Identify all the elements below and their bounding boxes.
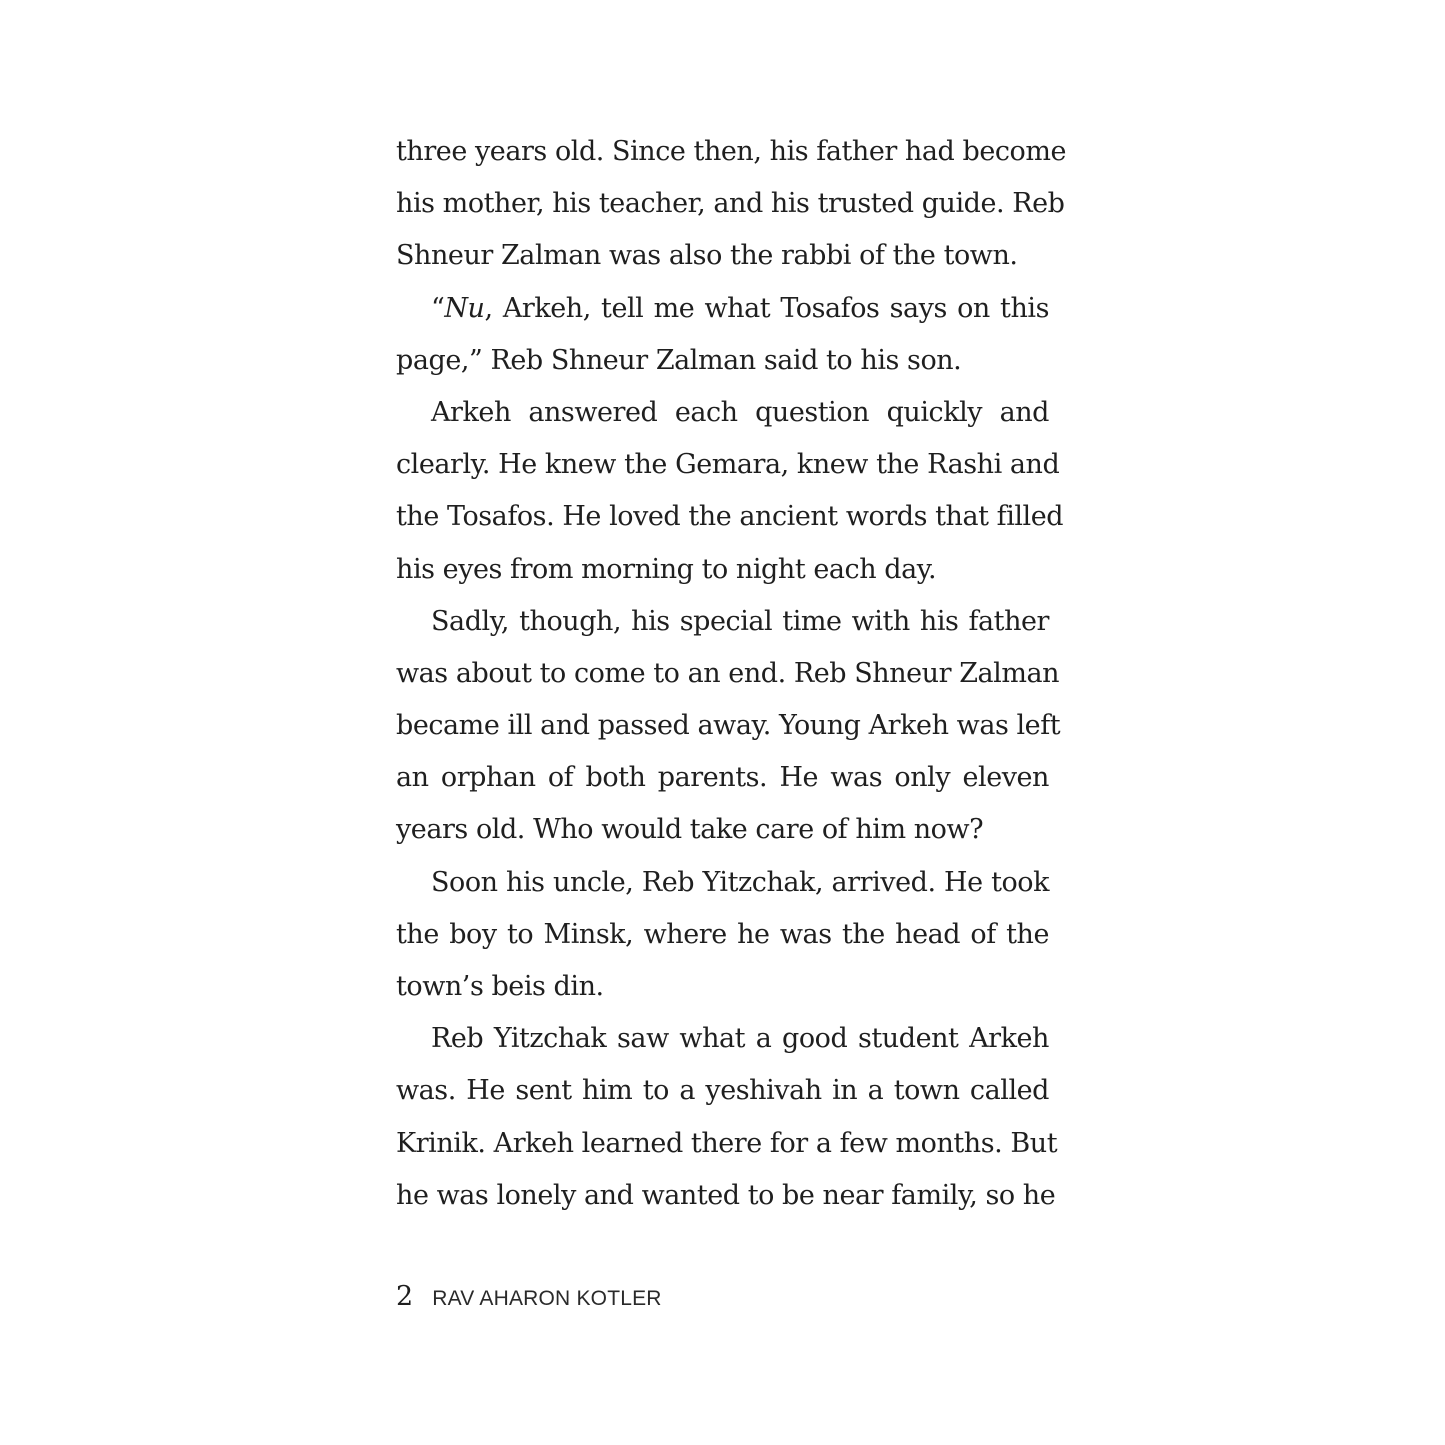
text-line: three years old. Since then, his father had become [396, 136, 1067, 167]
text-line: Shneur Zalman was also the rabbi of the town. [396, 240, 1018, 272]
text-line: became ill and passed away. Young Arkeh was left [396, 710, 1061, 742]
text-line: Soon his uncle, Reb Yitzchak, arrived. He took [431, 866, 1049, 898]
text-line: Sadly, though, his special time with his father [431, 605, 1049, 637]
text-line: Arkeh answered each question quickly and [431, 396, 1049, 428]
running-title: RAV AHARON KOTLER [432, 1287, 662, 1310]
text-line-rest: , Arkeh, tell me what Tosafos says on this [484, 292, 1049, 324]
text-line: Krinik. Arkeh learned there for a few months. But [396, 1127, 1058, 1159]
text-line: the Tosafos. He loved the ancient words that filled [396, 501, 1064, 533]
text-line: he was lonely and wanted to be near family, so he [396, 1179, 1056, 1211]
text-line: town’s beis din. [396, 971, 604, 1002]
text-line: clearly. He knew the Gemara, knew the Rashi and [396, 449, 1060, 481]
text-line: page,” Reb Shneur Zalman said to his son. [396, 344, 962, 376]
text-line: his eyes from morning to night each day. [396, 553, 937, 585]
book-page-text [396, 126, 1067, 1222]
italic-word: Nu [444, 292, 485, 324]
page-number: 2 [396, 1281, 414, 1312]
page-footer [396, 1279, 662, 1315]
text-line: Reb Yitzchak saw what a good student Arkeh [431, 1023, 1049, 1055]
text-line: an orphan of both parents. He was only eleven [396, 762, 1049, 794]
text-line: the boy to Minsk, where he was the head of the [396, 918, 1049, 950]
text-line [396, 283, 1049, 335]
opening-quote: “ [431, 292, 445, 324]
text-line: his mother, his teacher, and his trusted guide. Reb [396, 188, 1065, 220]
text-line: was. He sent him to a yeshivah in a town called [396, 1075, 1049, 1107]
text-line: years old. Who would take care of him now? [396, 814, 984, 846]
text-line: was about to come to an end. Reb Shneur Zalman [396, 657, 1060, 689]
